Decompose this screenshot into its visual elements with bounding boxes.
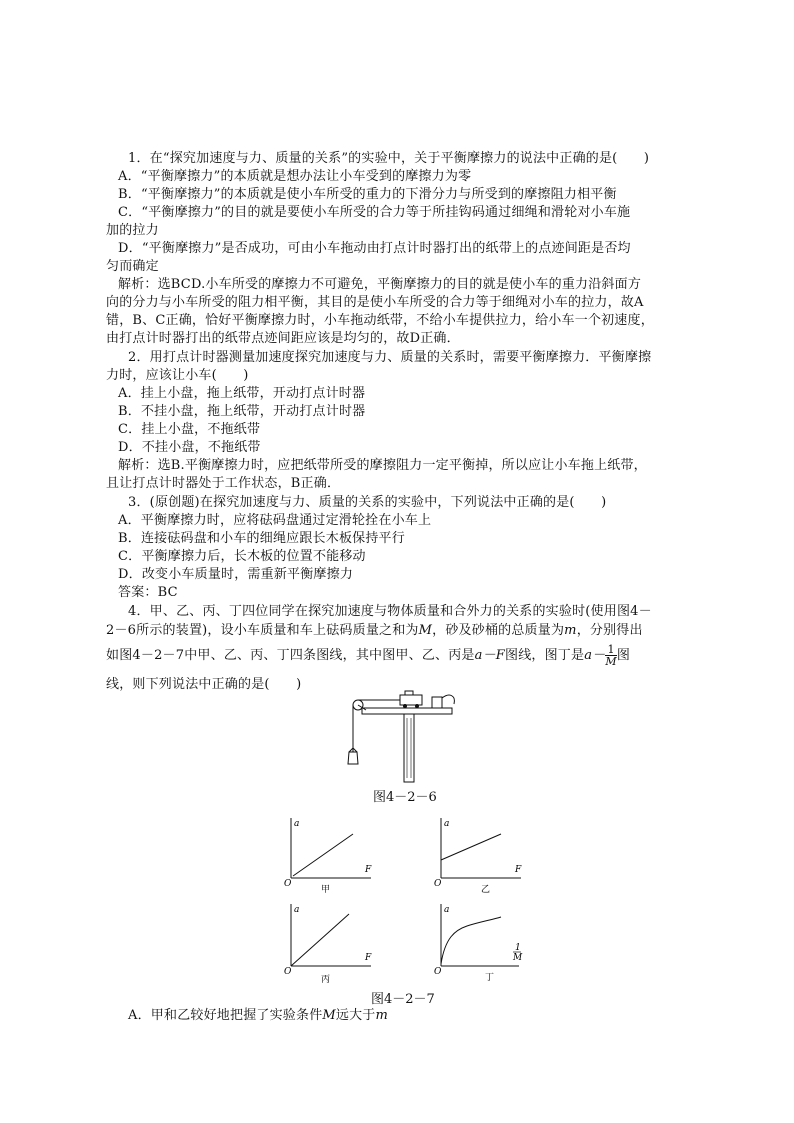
q1-option-c: C．“平衡摩擦力”的目的就是要使小车所受的合力等于所挂钩码通过细绳和滑轮对小车施 (118, 205, 631, 220)
graph-ding (431, 898, 531, 984)
graph-ding-name: 丁 (485, 973, 495, 983)
graph-yi-origin: O (434, 879, 442, 889)
q2-option-c: C．挂上小盘，不拖纸带 (118, 422, 261, 437)
graph-jia-name: 甲 (321, 885, 331, 894)
q1-option-d: D．“平衡摩擦力”是否成功，可由小车拖动由打点计时器打出的纸带上的点迹间距是否均 (118, 241, 631, 256)
q1-analysis-2: 向的分力与小车所受的阻力相平衡，其目的是使小车所受的合力等于细绳对小车的拉力，故A (106, 295, 644, 310)
inverse-mass-fraction: $\frac{1}{M}$ (605, 643, 617, 668)
q3-option-a: A．平衡摩擦力时，应将砝码盘通过定滑轮拴在小车上 (118, 513, 432, 528)
graph-yi-line (441, 834, 501, 860)
graph-bing-origin: O (284, 967, 292, 977)
graph-jia-a-label: a (294, 819, 300, 829)
graph-jia-origin: O (284, 879, 292, 889)
q1-option-d-cont: 匀而确定 (106, 259, 159, 274)
q2-option-a: A．挂上小盘，拖上纸带，开动打点计时器 (118, 386, 366, 401)
q2-analysis-2: 且让打点计时器处于工作状态，B正确． (106, 476, 341, 491)
q1-option-a: A．“平衡摩擦力”的本质就是想办法让小车受到的摩擦力为零 (118, 169, 472, 184)
q3-option-c: C．平衡摩擦力后，长木板的位置不能移动 (118, 549, 366, 564)
q3-answer: 答案：BC (118, 585, 178, 600)
q3-stem: 3．(原创题)在探究加速度与力、质量的关系的实验中，下列说法中正确的是( ) (128, 495, 607, 510)
q2-option-b: B．不挂小盘，拖上纸带，开动打点计时器 (118, 404, 366, 419)
graph-yi-a-label: a (444, 819, 450, 829)
graph-bing-a-label: a (294, 905, 300, 915)
q4-stem-3: 如图4－2－7中甲、乙、丙、丁四条图线，其中图甲、乙、丙是a－F图线，图丁是a－ $\frac{1}{M}$ 图 (106, 643, 631, 668)
graph-ding-a-label: a (444, 905, 450, 915)
q2-stem-cont: 力时，应该让小车( ) (106, 368, 249, 383)
q4-option-a: A．甲和乙较好地把握了实验条件M远大于m (128, 1008, 389, 1023)
q1-analysis-4: 由打点计时器打出的纸带点迹间距应该是均匀的，故D正确． (106, 331, 460, 346)
q4-stem-4: 线，则下列说法中正确的是( ) (106, 677, 302, 692)
graph-bing-name: 丙 (321, 975, 331, 984)
q4-stem-2: 2－6所示的装置)，设小车质量和车上砝码质量之和为M，砂及砂桶的总质量为m，分别得出 (106, 623, 643, 638)
q2-option-d: D．不挂小盘，不拖纸带 (118, 440, 261, 455)
q2-analysis-1: 解析：选B.平衡摩擦力时，应把纸带所受的摩擦阻力一定平衡掉，所以应让小车拖上纸带， (118, 458, 647, 473)
graph-bing (281, 898, 377, 984)
graph-yi (431, 812, 527, 894)
q1-analysis-1: 解析：选BCD.小车所受的摩擦力不可避免，平衡摩擦力的目的就是使小车的重力沿斜面方 (118, 277, 642, 292)
graph-ding-inv-den: M (513, 953, 523, 963)
graph-jia (281, 812, 377, 894)
q3-option-d: D．改变小车质量时，需重新平衡摩擦力 (118, 567, 354, 582)
graph-ding-inv-num: 1 (515, 943, 521, 953)
q1-analysis-3: 错，B、C正确，恰好平衡摩擦力时，小车拖动纸带，不给小车提供拉力，给小车一个初速度， (106, 313, 654, 328)
q4-stem: 4．甲、乙、丙、丁四位同学在探究加速度与物体质量和合外力的关系的实验时(使用图4－ (128, 604, 652, 619)
graph-ding-curve (441, 917, 501, 964)
q1-option-b: B．“平衡摩擦力”的本质就是使小车所受的重力的下滑分力与所受到的摩擦阻力相平衡 (118, 187, 617, 202)
graph-yi-F-label: F (515, 865, 522, 875)
graph-ding-origin: O (434, 967, 442, 977)
apparatus-figure (340, 690, 470, 786)
graph-jia-F-label: F (365, 865, 372, 875)
graph-bing-F-label: F (365, 953, 372, 963)
graph-jia-line (293, 834, 353, 876)
figure-caption-4-2-7: 图4－2－7 (371, 992, 435, 1007)
q1-option-c-cont: 加的拉力 (106, 223, 159, 238)
q2-stem: 2．用打点计时器测量加速度探究加速度与力、质量的关系时，需要平衡摩擦力．平衡摩擦 (128, 350, 652, 365)
q3-option-b: B．连接砝码盘和小车的细绳应跟长木板保持平行 (118, 531, 405, 546)
q1-stem: 1．在“探究加速度与力、质量的关系”的实验中，关于平衡摩擦力的说法中正确的是( ) (128, 151, 650, 166)
figure-caption-4-2-6: 图4－2－6 (373, 790, 437, 805)
graph-yi-name: 乙 (481, 885, 491, 894)
graph-bing-line (291, 914, 349, 966)
